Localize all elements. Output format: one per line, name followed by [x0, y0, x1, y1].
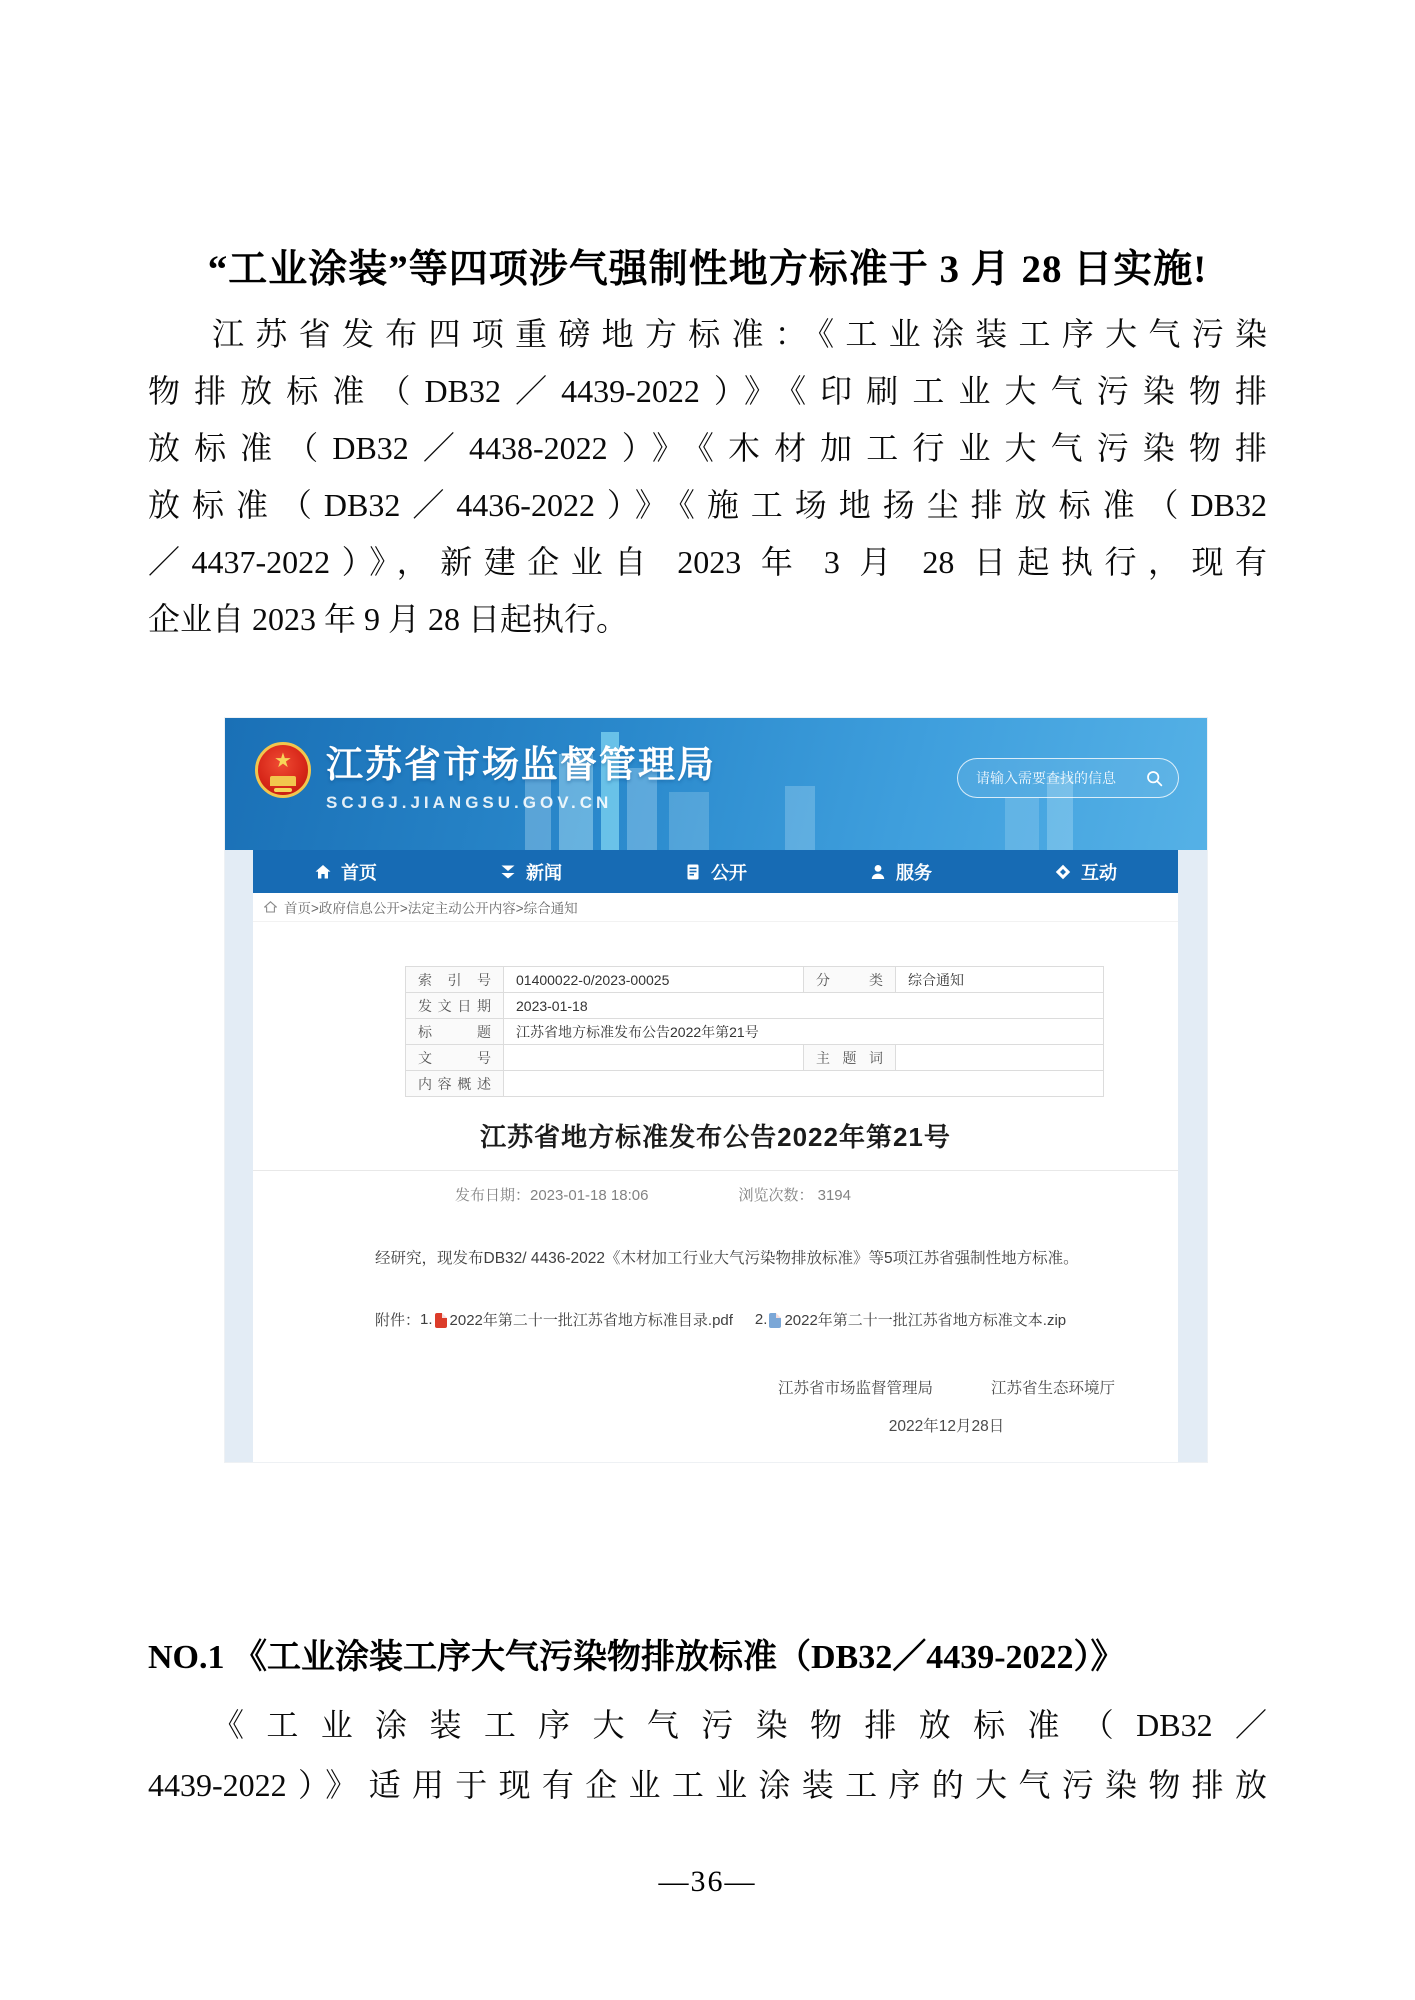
view-count: 浏览次数： 3194: [738, 1187, 851, 1204]
intro-line: 放标准（DB32／4436-2022）》《施工场地扬尘排放标准（DB32: [148, 487, 1267, 523]
attachment-link-zip[interactable]: 2022年第二十一批江苏省地方标准文本.zip: [784, 1312, 1067, 1330]
article-body: 经研究，现发布DB32/ 4436-2022《木材加工行业大气污染物排放标准》等5项江苏省强制性地方标准。: [375, 1250, 1079, 1267]
intro-line: 物排放标准（DB32／4439-2022）》《印刷工业大气污染物排: [148, 373, 1267, 409]
publish-date: 发布日期：2023-01-18 18:06: [455, 1187, 649, 1204]
website-screenshot: [225, 718, 1207, 1462]
docno-label: 文号: [406, 1045, 504, 1071]
home-icon: [264, 901, 277, 913]
site-header: [225, 718, 1207, 850]
nav-item-service[interactable]: 服务: [808, 850, 993, 893]
document-title: “工业涂装”等四项涉气强制性地方标准于 3 月 28 日实施!: [207, 248, 1208, 291]
nav-item-news[interactable]: 新闻: [438, 850, 623, 893]
skyline-decoration: [785, 786, 815, 850]
summary-label: 内容概述: [406, 1071, 504, 1097]
keywords-value: [896, 1045, 1104, 1071]
title-label: 标题: [406, 1019, 504, 1045]
handshake-icon: [1054, 863, 1072, 881]
site-title-block: [326, 742, 716, 813]
intro-paragraph: [148, 306, 1267, 648]
nav-item-home[interactable]: 首页: [253, 850, 438, 893]
article-meta: [253, 1170, 1178, 1205]
site-logo: [255, 742, 716, 813]
category-value: 综合通知: [896, 967, 1104, 993]
attachments-label: 附件：: [375, 1312, 421, 1330]
category-label: 分类: [804, 967, 896, 993]
section1-line: 4439-2022）》适用于现有企业工业涂装工序的大气污染物排放: [148, 1767, 1267, 1804]
attachment-number: 2.: [754, 1311, 768, 1329]
pdf-icon: [435, 1313, 447, 1328]
date-label: 发文日期: [406, 993, 504, 1019]
home-icon: [314, 863, 332, 881]
table-row: [406, 1019, 1104, 1045]
section1-paragraph: [148, 1695, 1267, 1815]
search-box[interactable]: [957, 758, 1179, 798]
title-value: 江苏省地方标准发布公告2022年第21号: [504, 1019, 1104, 1045]
section1-heading: NO.1 《工业涂装工序大气污染物排放标准（DB32／4439-2022）》: [148, 1639, 1125, 1677]
intro-line: 江苏省发布四项重磅地方标准：《工业涂装工序大气污染: [212, 316, 1267, 352]
table-row: [406, 1045, 1104, 1071]
table-row: [406, 1071, 1104, 1097]
national-emblem-icon: ★: [255, 742, 311, 798]
site-nav: [253, 850, 1178, 893]
site-name: 江苏省市场监督管理局: [326, 744, 716, 785]
nav-item-interact[interactable]: 互动: [993, 850, 1178, 893]
attachment-link-pdf[interactable]: 2022年第二十一批江苏省地方标准目录.pdf: [449, 1312, 733, 1330]
article-title: 江苏省地方标准发布公告2022年第21号: [480, 1122, 951, 1152]
summary-value: [504, 1071, 1104, 1097]
signature-date: 2022年12月28日: [888, 1418, 1005, 1436]
section1-line: 《工业涂装工序大气污染物排放标准（DB32／: [212, 1707, 1267, 1744]
intro-line: 放标准（DB32／4438-2022）》《木材加工行业大气污染物排: [148, 430, 1267, 466]
zip-icon: [769, 1313, 781, 1328]
attachment-number: 1.: [420, 1311, 433, 1329]
table-row: [406, 993, 1104, 1019]
table-row: [406, 967, 1104, 993]
search-input[interactable]: [976, 770, 1146, 786]
attachments: [375, 1309, 1158, 1330]
news-icon: [499, 863, 517, 881]
person-icon: [869, 863, 887, 881]
keywords-label: 主题词: [804, 1045, 896, 1071]
intro-line: 企业自 2023 年 9 月 28 日起执行。: [148, 601, 629, 637]
page-number: —36—: [658, 1865, 757, 1899]
document-icon: [684, 863, 702, 881]
docno-value: [504, 1045, 804, 1071]
signer-2: 江苏省生态环境厅: [990, 1380, 1115, 1398]
signer-1: 江苏省市场监督管理局: [777, 1380, 933, 1398]
intro-line: ／4437-2022）》，新建企业自 2023 年 3 月 28 日起执行，现有: [148, 544, 1267, 580]
article-content: [253, 922, 1178, 1462]
site-body: [225, 850, 1207, 1462]
date-value: 2023-01-18: [504, 993, 1104, 1019]
search-icon[interactable]: [1146, 770, 1163, 787]
info-table: [405, 966, 1104, 1097]
signature-block: [778, 1376, 1115, 1436]
index-value: 01400022-0/2023-00025: [504, 967, 804, 993]
nav-item-disclosure[interactable]: 公开: [623, 850, 808, 893]
skyline-decoration: [1005, 798, 1039, 850]
breadcrumb: [253, 893, 1178, 922]
index-label: 索引号: [406, 967, 504, 993]
site-domain: SCJGJ.JIANGSU.GOV.CN: [326, 793, 613, 812]
breadcrumb-path[interactable]: 首页>政府信息公开>法定主动公开内容>综合通知: [284, 901, 578, 916]
